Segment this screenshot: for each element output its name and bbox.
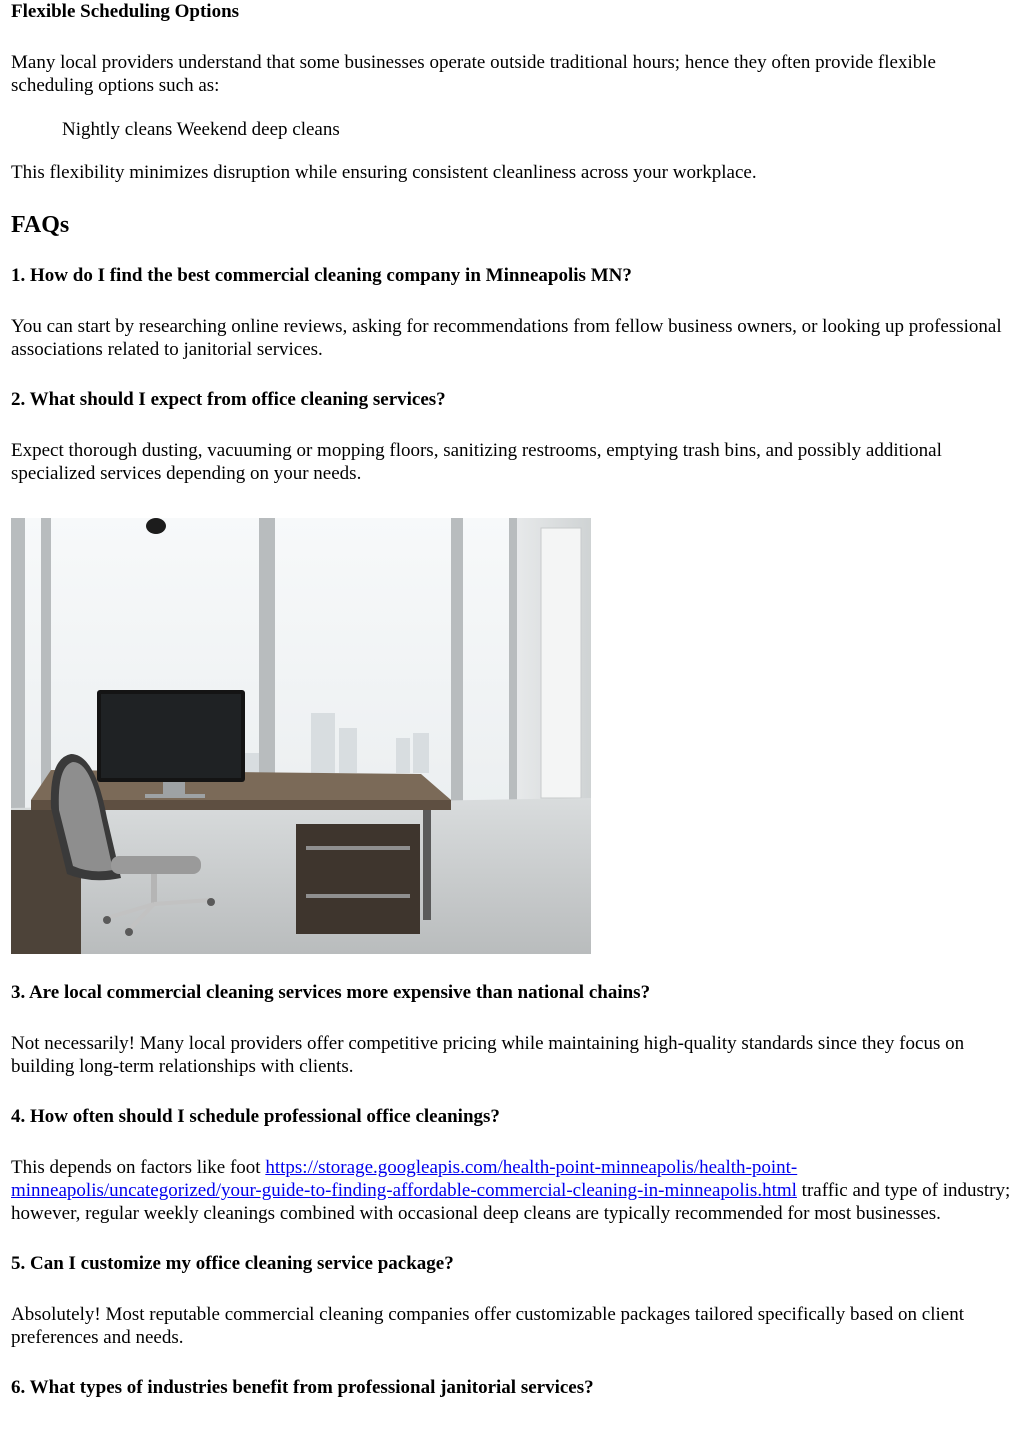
faq-question-6: 6. What types of industries benefit from professional janitorial services? — [11, 1377, 594, 1398]
faq-answer-5: Absolutely! Most reputable commercial cleaning companies offer customizable packages tailored specifically based on client preferences and needs. — [11, 1304, 964, 1348]
guide-link[interactable]: https://storage.googleapis.com/health-point-minneapolis/health-point-minneapolis/uncategorized/your-guide-to-finding-affordable-commercial-cleaning-in-minneapolis.html — [11, 1157, 798, 1201]
faq-answer-4-before: This depends on factors like foot — [11, 1157, 266, 1178]
faqs-heading: FAQs — [11, 212, 70, 238]
scheduling-options-list: Nightly cleans Weekend deep cleans — [62, 119, 340, 140]
faq-answer-4-after: traffic and type of industry; however, regular weekly cleanings combined with occasional deep cleans are typically recommended for most businesses. — [11, 1180, 1011, 1224]
faq-answer-4 — [11, 1156, 1012, 1225]
section-intro: Many local providers understand that some businesses operate outside traditional hours; hence they often provide flexible scheduling options such as: — [11, 52, 936, 96]
section-outro: This flexibility minimizes disruption while ensuring consistent cleanliness across your workplace. — [11, 162, 757, 183]
faq-answer-2: Expect thorough dusting, vacuuming or mopping floors, sanitizing restrooms, emptying trash bins, and possibly additional specialized services depending on your needs. — [11, 440, 942, 484]
faq-question-4: 4. How often should I schedule professional office cleanings? — [11, 1106, 500, 1127]
office-photo — [11, 518, 591, 954]
section-title: Flexible Scheduling Options — [11, 1, 240, 22]
faq-question-3: 3. Are local commercial cleaning services more expensive than national chains? — [11, 982, 651, 1003]
faq-question-5: 5. Can I customize my office cleaning service package? — [11, 1253, 454, 1274]
faq-question-1: 1. How do I find the best commercial cleaning company in Minneapolis MN? — [11, 265, 632, 286]
faq-answer-1: You can start by researching online reviews, asking for recommendations from fellow business owners, or looking up professional associations related to janitorial services. — [11, 316, 1002, 360]
faq-answer-3: Not necessarily! Many local providers offer competitive pricing while maintaining high-quality standards since they focus on building long-term relationships with clients. — [11, 1033, 965, 1077]
faq-question-2: 2. What should I expect from office cleaning services? — [11, 389, 446, 410]
